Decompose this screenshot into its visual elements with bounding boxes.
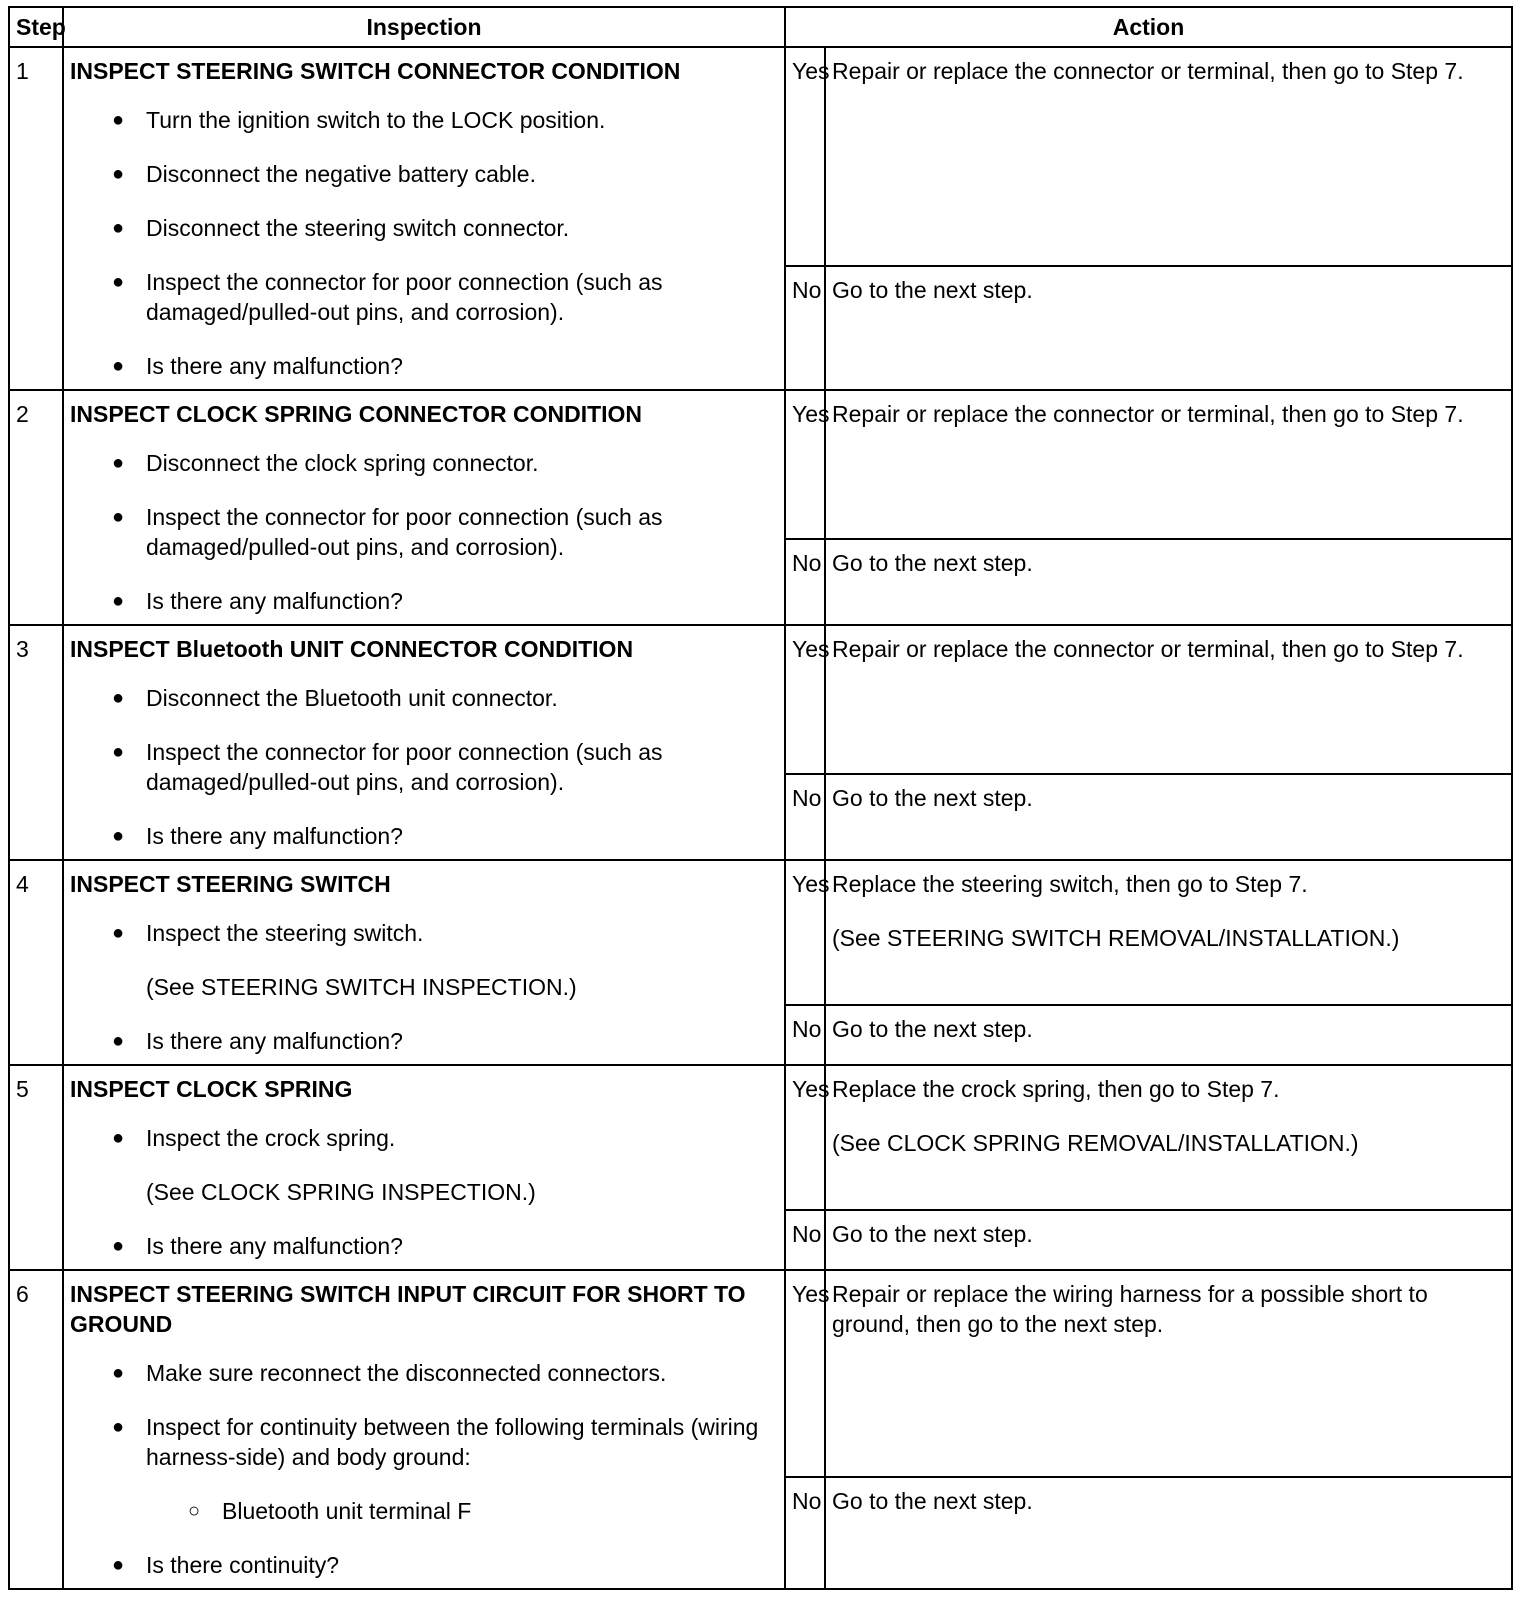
inspection-cell [63,1270,785,1589]
step-title: INSPECT CLOCK SPRING [70,1076,353,1102]
action-text: Repair or replace the connector or terminal, then go to Step 7. [832,58,1464,84]
inspection-cell [63,1065,785,1270]
yes-label: Yes [785,625,825,774]
inspection-reference: (See CLOCK SPRING INSPECTION.) [146,1179,536,1205]
inspection-cell [63,47,785,390]
yes-label: Yes [785,1270,825,1477]
yes-action [825,1270,1512,1477]
inspection-item: ● Disconnect the Bluetooth unit connector. [70,683,778,713]
step-number: 2 [9,390,63,625]
inspection-item: ● Is there any malfunction? [70,586,778,616]
step-title: INSPECT CLOCK SPRING CONNECTOR CONDITION [70,401,643,427]
inspection-reference: (See STEERING SWITCH INSPECTION.) [146,974,577,1000]
yes-action [825,1065,1512,1210]
inspection-item: ● Inspect the crock spring. [70,1123,778,1153]
inspection-item: ● Make sure reconnect the disconnected connectors. [70,1358,778,1388]
inspection-list [70,683,778,851]
no-label: No [785,266,825,390]
action-text: Repair or replace the connector or terminal, then go to Step 7. [832,636,1464,662]
step-1-yes-row [9,47,1512,266]
no-action: Go to the next step. [825,266,1512,390]
no-label: No [785,539,825,625]
inspection-item: ● Disconnect the clock spring connector. [70,448,778,478]
inspection-item: ● Is there any malfunction? [70,1231,778,1261]
inspection-item: ● Inspect the connector for poor connection (such as damaged/pulled-out pins, and corrosion). [70,267,778,327]
header-step: Step [9,7,63,47]
inspection-item: ● Is there any malfunction? [70,351,778,381]
step-title: INSPECT STEERING SWITCH INPUT CIRCUIT FOR SHORT TO GROUND [70,1281,746,1337]
no-label: No [785,1005,825,1065]
yes-action [825,47,1512,266]
no-label: No [785,1210,825,1270]
inspection-item: ● Disconnect the negative battery cable. [70,159,778,189]
yes-label: Yes [785,47,825,266]
step-6-yes-row [9,1270,1512,1477]
step-2-yes-row [9,390,1512,539]
step-number: 5 [9,1065,63,1270]
inspection-list [70,1123,778,1261]
step-4-yes-row [9,860,1512,1005]
inspection-list [70,918,778,1056]
troubleshooting-table-wrapper [8,6,1513,1590]
header-row [9,7,1512,47]
inspection-item: ● Turn the ignition switch to the LOCK position. [70,105,778,135]
action-reference: (See CLOCK SPRING REMOVAL/INSTALLATION.) [832,1130,1359,1156]
inspection-item: ● Inspect the connector for poor connection (such as damaged/pulled-out pins, and corrosion). [70,737,778,797]
inspection-list [70,448,778,616]
inspection-item: ● Is there any malfunction? [70,1026,778,1056]
no-action: Go to the next step. [825,1005,1512,1065]
action-reference: (See STEERING SWITCH REMOVAL/INSTALLATION.) [832,925,1400,951]
step-title: INSPECT STEERING SWITCH [70,871,391,897]
no-action: Go to the next step. [825,539,1512,625]
yes-label: Yes [785,1065,825,1210]
inspection-item: ● Inspect for continuity between the following terminals (wiring harness-side) and body ground: [70,1412,778,1472]
no-label: No [785,774,825,860]
step-number: 4 [9,860,63,1065]
step-number: 1 [9,47,63,390]
inspection-list [70,1358,778,1580]
header-inspection: Inspection [63,7,785,47]
step-title: INSPECT Bluetooth UNIT CONNECTOR CONDITION [70,636,634,662]
inspection-item: ● Inspect the connector for poor connection (such as damaged/pulled-out pins, and corrosion). [70,502,778,562]
step-3-yes-row [9,625,1512,774]
yes-action [825,860,1512,1005]
yes-label: Yes [785,390,825,539]
inspection-subitem: ○ Bluetooth unit terminal F [70,1496,778,1526]
inspection-cell [63,625,785,860]
step-5-yes-row [9,1065,1512,1210]
troubleshooting-table [8,6,1513,1590]
inspection-cell [63,860,785,1065]
action-text: Repair or replace the wiring harness for a possible short to ground, then go to the next step. [832,1281,1428,1337]
action-text: Replace the crock spring, then go to Step 7. [832,1076,1280,1102]
no-action: Go to the next step. [825,1477,1512,1589]
inspection-item: ● Is there continuity? [70,1550,778,1580]
no-action: Go to the next step. [825,1210,1512,1270]
yes-action [825,625,1512,774]
no-action: Go to the next step. [825,774,1512,860]
action-text: Replace the steering switch, then go to Step 7. [832,871,1308,897]
step-number: 6 [9,1270,63,1589]
yes-action [825,390,1512,539]
step-title: INSPECT STEERING SWITCH CONNECTOR CONDITION [70,58,681,84]
action-text: Repair or replace the connector or terminal, then go to Step 7. [832,401,1464,427]
inspection-item: ● Disconnect the steering switch connector. [70,213,778,243]
yes-label: Yes [785,860,825,1005]
header-action: Action [785,7,1512,47]
no-label: No [785,1477,825,1589]
inspection-item: ● Inspect the steering switch. [70,918,778,948]
inspection-cell [63,390,785,625]
step-number: 3 [9,625,63,860]
inspection-list [70,105,778,381]
inspection-item: ● Is there any malfunction? [70,821,778,851]
